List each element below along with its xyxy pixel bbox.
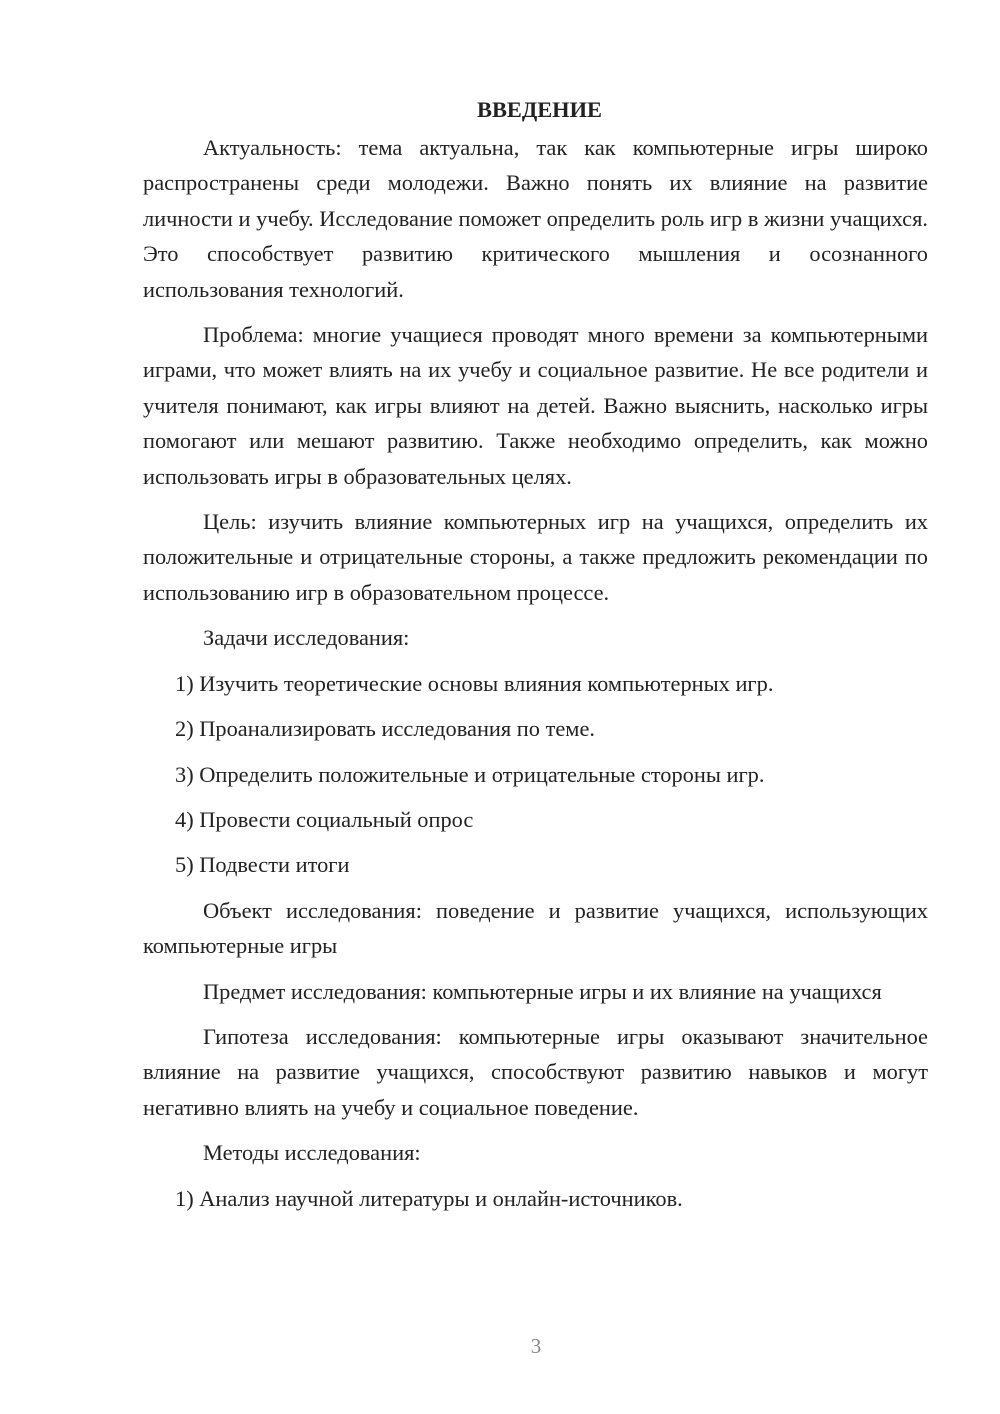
problem-paragraph: Проблема: многие учащиеся проводят много времени за компьютерными играми, что может влиять на их учебу и социальное развитие. Не все родители и учителя понимают, как игры влияют на детей. Важно выяснить, насколько игры помогают или мешают развитию. Также необходимо определить, как можно использовать игры в образовательных целях. xyxy=(143,322,928,489)
relevance-paragraph: Актуальность: тема актуальна, так как компьютерные игры широко распространены среди молодежи. Важно понять их влияние на развитие личности и учебу. Исследование поможет определить роль игр в жизни учащихся. Это способствует развитию критического мышления и осознанного использования технологий. xyxy=(143,135,928,302)
task-item-1: 1) Изучить теоретические основы влияния компьютерных игр. xyxy=(175,670,774,696)
methods-heading: Методы исследования: xyxy=(203,1140,421,1166)
goal-paragraph: Цель: изучить влияние компьютерных игр на учащихся, определить их положительные и отрицательные стороны, а также предложить рекомендации по использованию игр в образовательном процессе. xyxy=(143,509,928,605)
task-item-4: 4) Провести социальный опрос xyxy=(175,806,474,832)
task-item-2: 2) Проанализировать исследования по теме. xyxy=(175,716,596,742)
page-content xyxy=(143,92,928,1226)
tasks-heading: Задачи исследования: xyxy=(203,625,410,651)
task-item-3: 3) Определить положительные и отрицательные стороны игр. xyxy=(175,761,765,787)
subject-paragraph: Предмет исследования: компьютерные игры и их влияние на учащихся xyxy=(203,978,882,1004)
section-title: ВВЕДЕНИЕ xyxy=(477,97,602,122)
hypothesis-paragraph: Гипотеза исследования: компьютерные игры оказывают значительное влияние на развитие учащихся, способствуют развитию навыков и могут негативно влиять на учебу и социальное поведение. xyxy=(143,1023,928,1120)
method-item-1: 1) Анализ научной литературы и онлайн-источников. xyxy=(175,1185,683,1211)
tasks-list xyxy=(143,666,928,883)
methods-list xyxy=(143,1181,928,1216)
page-number: 3 xyxy=(530,1334,542,1358)
task-item-5: 5) Подвести итоги xyxy=(175,852,350,878)
object-paragraph: Объект исследования: поведение и развитие учащихся, использующих компьютерные игры xyxy=(143,897,928,959)
